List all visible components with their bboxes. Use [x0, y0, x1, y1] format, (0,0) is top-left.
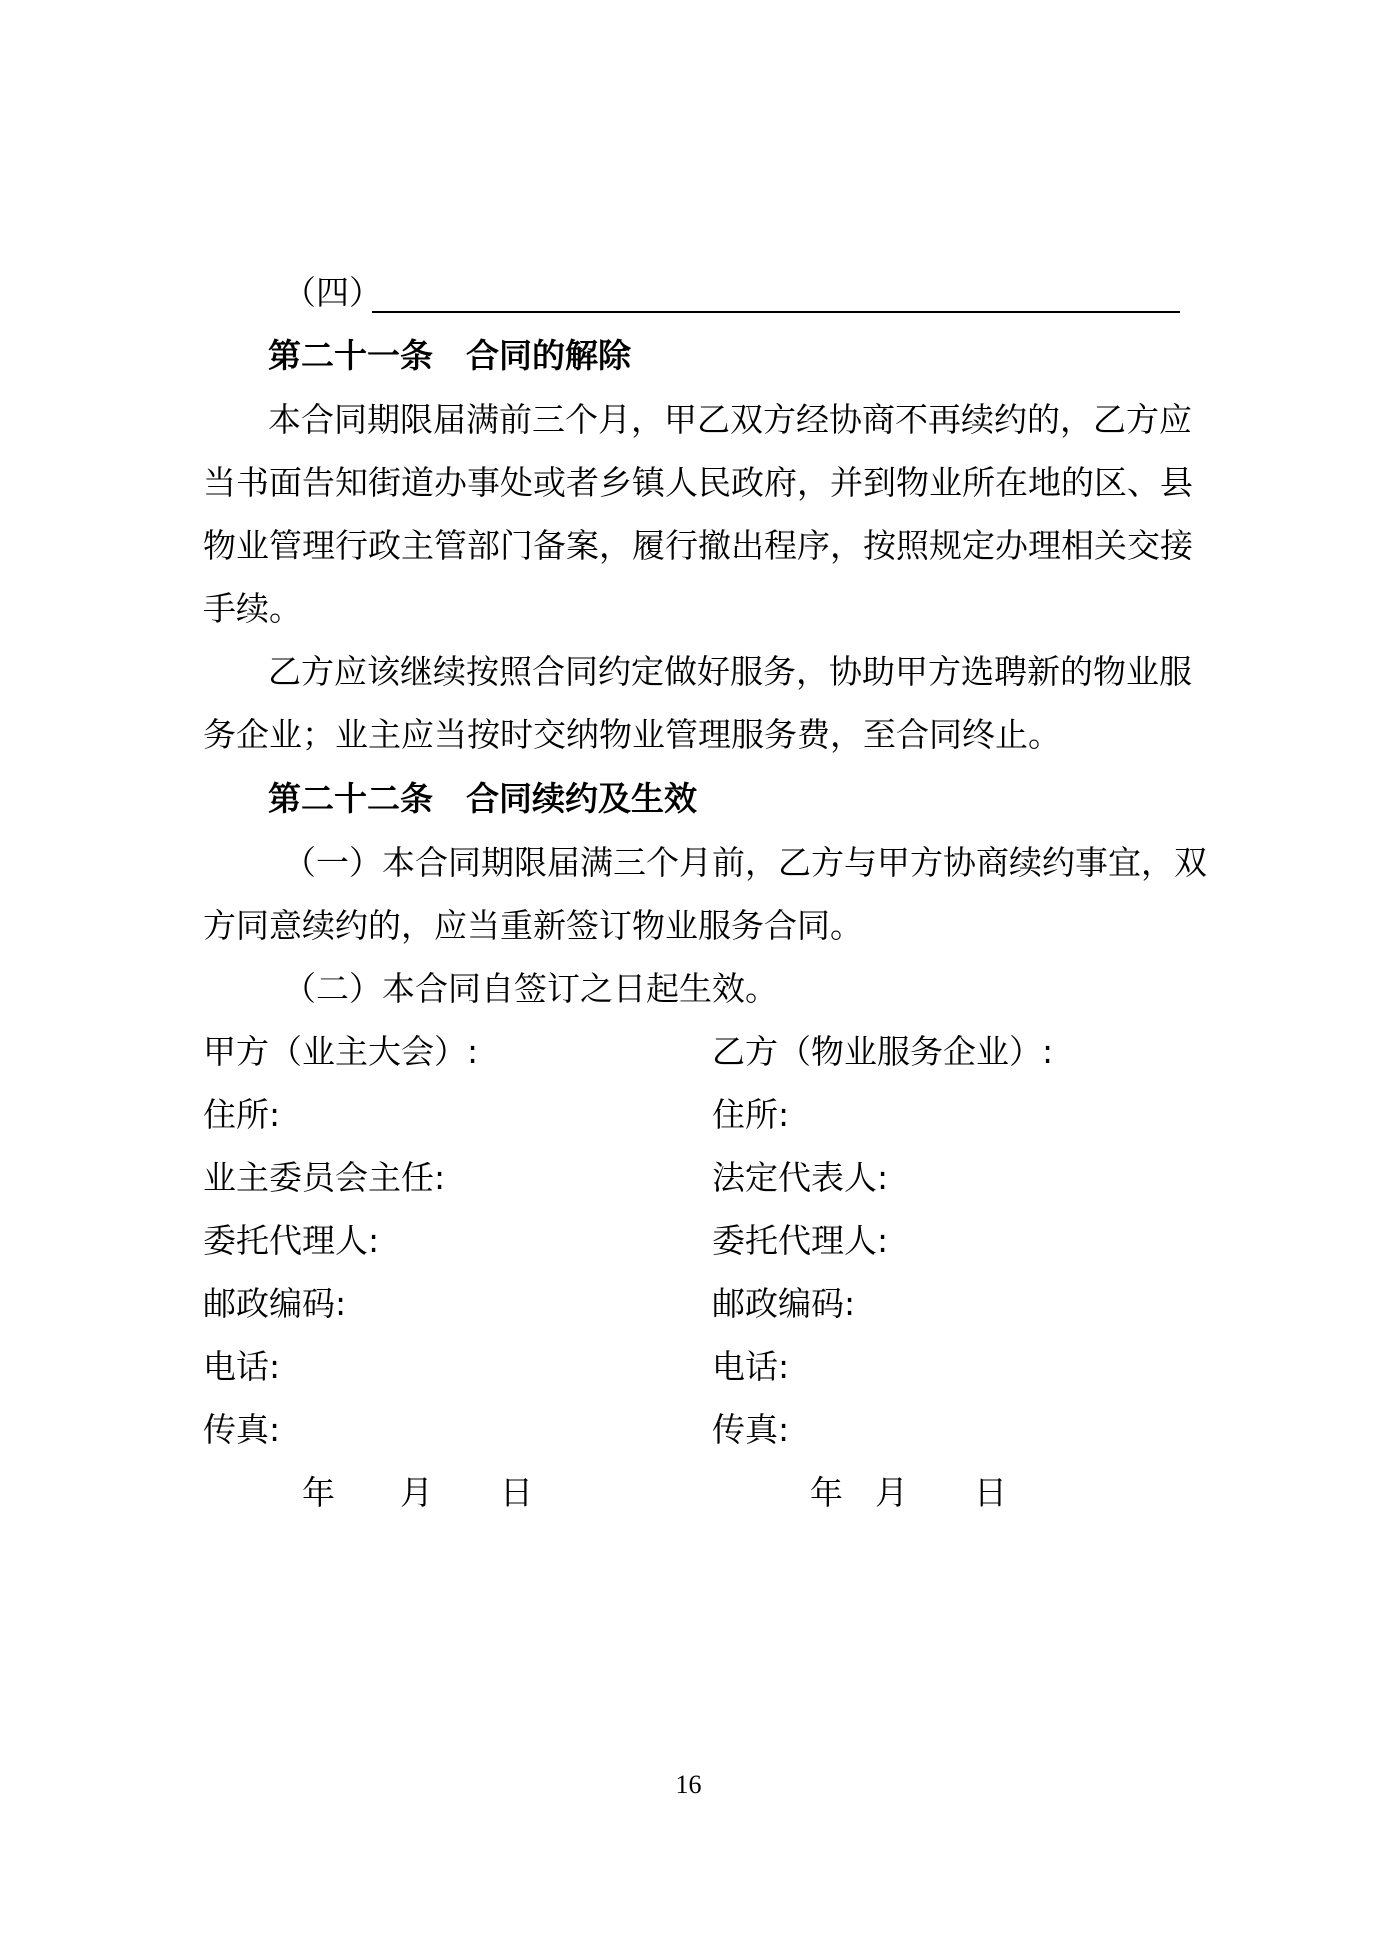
- party-b-agent: 委托代理人:: [712, 1221, 889, 1260]
- party-a-date-month: 月: [400, 1473, 433, 1512]
- article-21-para1-line3: 物业管理行政主管部门备案，履行撤出程序，按照规定办理相关交接: [203, 526, 1193, 565]
- clause-4-blank-line: [372, 311, 1180, 313]
- party-b-date-year: 年: [810, 1473, 843, 1512]
- party-a-phone: 电话:: [203, 1347, 281, 1386]
- article-22-para2: （二）本合同自签订之日起生效。: [283, 969, 778, 1008]
- party-b-fax: 传真:: [712, 1410, 790, 1449]
- article-21-para1-line4: 手续。: [203, 589, 302, 628]
- party-a-fax: 传真:: [203, 1410, 281, 1449]
- clause-4-label: （四）: [283, 273, 382, 312]
- party-b-postcode: 邮政编码:: [712, 1284, 856, 1323]
- party-b-phone: 电话:: [712, 1347, 790, 1386]
- article-22-title: 第二十二条 合同续约及生效: [268, 779, 697, 818]
- article-21-para2-line1: 乙方应该继续按照合同约定做好服务，协助甲方选聘新的物业服: [268, 652, 1192, 691]
- page-number: 16: [675, 1770, 702, 1799]
- article-22-para1-line1: （一）本合同期限届满三个月前，乙方与甲方协商续约事宜，双: [283, 843, 1207, 882]
- article-21-para1-line1: 本合同期限届满前三个月，甲乙双方经协商不再续约的，乙方应: [268, 400, 1192, 439]
- article-21-para1-line2: 当书面告知街道办事处或者乡镇人民政府，并到物业所在地的区、县: [203, 463, 1193, 502]
- party-a-representative: 业主委员会主任:: [203, 1158, 446, 1197]
- article-22-para1-line2: 方同意续约的，应当重新签订物业服务合同。: [203, 906, 863, 945]
- party-a-date-year: 年: [302, 1473, 335, 1512]
- party-b-address: 住所:: [712, 1095, 790, 1134]
- party-b-date-month: 月: [875, 1473, 908, 1512]
- article-21-para2-line2: 务企业；业主应当按时交纳物业管理服务费，至合同终止。: [203, 715, 1061, 754]
- party-b-date-day: 日: [974, 1473, 1007, 1512]
- party-a-title: 甲方（业主大会）:: [203, 1032, 479, 1071]
- article-21-title: 第二十一条 合同的解除: [268, 336, 631, 375]
- party-a-postcode: 邮政编码:: [203, 1284, 347, 1323]
- party-a-agent: 委托代理人:: [203, 1221, 380, 1260]
- party-b-title: 乙方（物业服务企业）:: [712, 1032, 1054, 1071]
- party-b-representative: 法定代表人:: [712, 1158, 889, 1197]
- party-a-date-day: 日: [500, 1473, 533, 1512]
- party-a-address: 住所:: [203, 1095, 281, 1134]
